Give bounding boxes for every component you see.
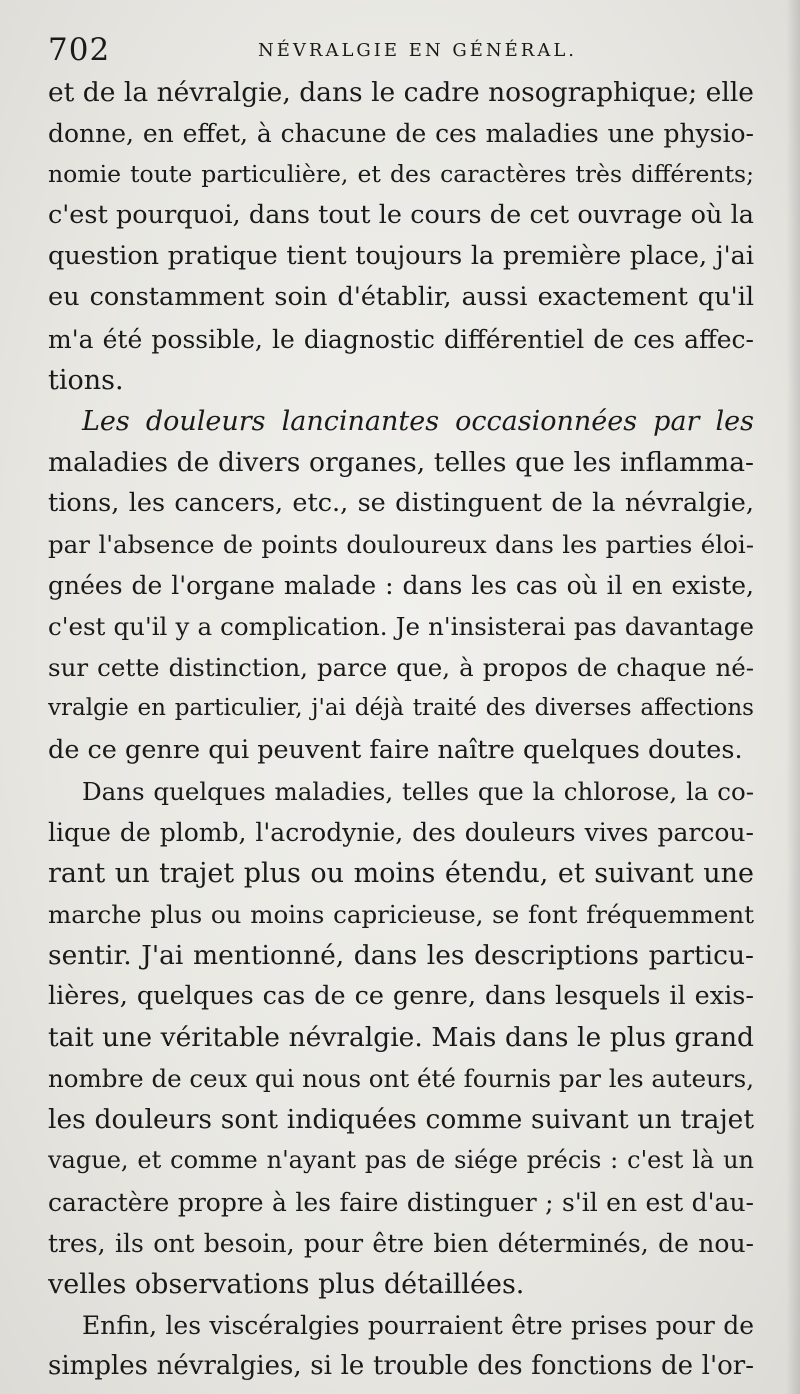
text-line: sur cette distinction, parce que, à propos de chaque né- bbox=[48, 653, 754, 683]
text-line: et de la névralgie, dans le cadre nosographique; elle bbox=[48, 77, 754, 108]
running-title: NÉVRALGIE EN GÉNÉRAL. bbox=[258, 40, 577, 61]
text-line: nombre de ceux qui nous ont été fournis par les auteurs, bbox=[48, 1064, 754, 1094]
page-header bbox=[48, 30, 758, 70]
page-number: 702 bbox=[48, 32, 111, 68]
text-line: m'a été possible, le diagnostic différentiel de ces affec- bbox=[48, 324, 754, 354]
text-line: eu constamment soin d'établir, aussi exactement qu'il bbox=[48, 282, 754, 313]
text-line: tait une véritable névralgie. Mais dans le plus grand bbox=[48, 1022, 754, 1054]
text-line: marche plus ou moins capricieuse, se font fréquemment bbox=[48, 899, 754, 929]
paragraph-start-line: Enfin, les viscéralgies pourraient être prises pour de bbox=[82, 1310, 754, 1340]
paragraph-end-line: tions. bbox=[48, 364, 124, 396]
body-text bbox=[48, 72, 754, 1387]
text-line: les douleurs sont indiquées comme suivant un trajet bbox=[48, 1104, 754, 1136]
paragraph-end-line: de ce genre qui peuvent faire naître quelques doutes. bbox=[48, 734, 743, 765]
italic-paragraph-start-line bbox=[48, 401, 754, 442]
text-line: c'est pourquoi, dans tout le cours de cet ouvrage où la bbox=[48, 200, 754, 231]
text-line: gnées de l'organe malade : dans les cas où il en existe, bbox=[48, 571, 754, 601]
text-line: nomie toute particulière, et des caractères très différents; bbox=[48, 160, 754, 189]
italic-text: Les douleurs lancinantes occasionnées par les bbox=[82, 405, 754, 437]
text-line: tions, les cancers, etc., se distinguent de la névralgie, bbox=[48, 487, 754, 518]
text-line: simples névralgies, si le trouble des fonctions de l'or- bbox=[48, 1350, 754, 1381]
text-line: rant un trajet plus ou moins étendu, et suivant une bbox=[48, 857, 754, 889]
text-line: vralgie en particulier, j'ai déjà traité des diverses affections bbox=[48, 695, 754, 722]
text-line: maladies de divers organes, telles que les inflamma- bbox=[48, 446, 754, 478]
text-line: caractère propre à les faire distinguer ; s'il en est d'au- bbox=[48, 1187, 754, 1217]
text-line: tres, ils ont besoin, pour être bien déterminés, de nou- bbox=[48, 1228, 754, 1258]
text-line: lières, quelques cas de ce genre, dans lesquels il exis- bbox=[48, 981, 754, 1012]
paragraph-start-line: Dans quelques maladies, telles que la chlorose, la co- bbox=[82, 776, 754, 806]
paragraph-end-line: velles observations plus détaillées. bbox=[48, 1268, 525, 1300]
text-line: lique de plomb, l'acrodynie, des douleurs vives parcou- bbox=[48, 817, 754, 847]
text-line: donne, en effet, à chacune de ces maladies une physio- bbox=[48, 119, 754, 149]
text-line: vague, et comme n'ayant pas de siége précis : c'est là un bbox=[48, 1146, 754, 1175]
text-line: par l'absence de points douloureux dans les parties éloi- bbox=[48, 530, 754, 560]
text-line: sentir. J'ai mentionné, dans les descriptions particu- bbox=[48, 939, 754, 971]
text-line: c'est qu'il y a complication. Je n'insisterai pas davantage bbox=[48, 612, 754, 642]
text-line: question pratique tient toujours la première place, j'ai bbox=[48, 241, 754, 272]
